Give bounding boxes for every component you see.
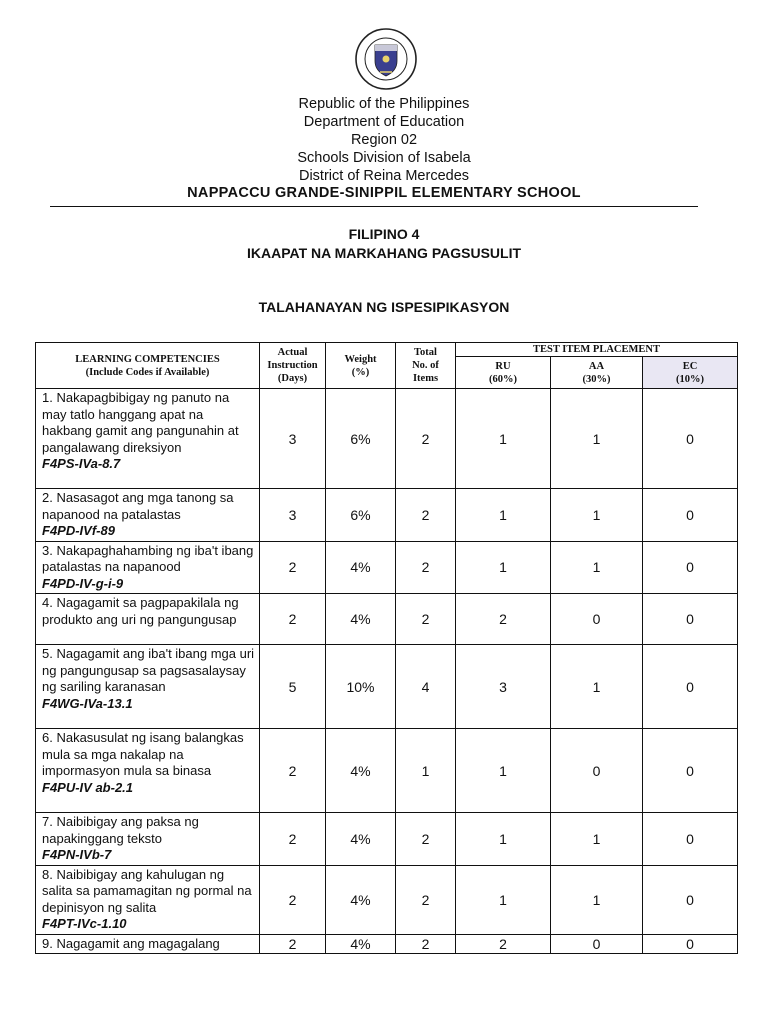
ru-cell: 2 xyxy=(456,934,551,954)
days-cell: 2 xyxy=(260,813,326,866)
weight-cell: 4% xyxy=(326,541,396,594)
table-title: TALAHANAYAN NG ISPESIPIKASYON xyxy=(258,299,510,315)
ec-cell: 0 xyxy=(643,729,738,813)
table-row xyxy=(36,389,738,489)
weight-cell: 10% xyxy=(326,645,396,729)
days-cell: 2 xyxy=(260,729,326,813)
days-cell: 2 xyxy=(260,594,326,645)
ru-cell: 1 xyxy=(456,813,551,866)
ru-cell: 1 xyxy=(456,489,551,542)
header-line-division: Schools Division of Isabela xyxy=(297,150,471,166)
weight-cell: 6% xyxy=(326,389,396,489)
items-cell: 2 xyxy=(396,541,456,594)
competency-cell: 3. Nakapaghahambing ng iba't ibang patalastas na napanood F4PD-IV-g-i-9 xyxy=(36,541,260,594)
table-row xyxy=(36,489,738,542)
header-ru: RU (60%) xyxy=(456,357,551,389)
table-row xyxy=(36,729,738,813)
aa-cell: 1 xyxy=(551,865,643,934)
ec-cell: 0 xyxy=(643,934,738,954)
aa-cell: 0 xyxy=(551,934,643,954)
days-cell: 3 xyxy=(260,489,326,542)
header-line-republic: Republic of the Philippines xyxy=(298,96,470,112)
days-cell: 2 xyxy=(260,541,326,594)
competency-cell: 8. Naibibigay ang kahulugan ng salita sa pamamagitan ng pormal na depinisyon ng salita F4PT-IVc-1.10 xyxy=(36,865,260,934)
aa-cell: 1 xyxy=(551,541,643,594)
header-days: Actual Instruction (Days) xyxy=(260,343,326,389)
items-cell: 2 xyxy=(396,865,456,934)
ru-cell: 1 xyxy=(456,865,551,934)
exam-title: IKAAPAT NA MARKAHANG PAGSUSULIT xyxy=(246,245,522,261)
competency-cell: 9. Nagagamit ang magagalang xyxy=(36,934,260,954)
table-row xyxy=(36,594,738,645)
table-row xyxy=(36,865,738,934)
aa-cell: 0 xyxy=(551,729,643,813)
aa-cell: 1 xyxy=(551,489,643,542)
weight-cell: 6% xyxy=(326,489,396,542)
weight-cell: 4% xyxy=(326,865,396,934)
days-cell: 2 xyxy=(260,934,326,954)
header-test-item-placement: TEST ITEM PLACEMENT xyxy=(456,343,738,357)
items-cell: 2 xyxy=(396,489,456,542)
ec-cell: 0 xyxy=(643,813,738,866)
aa-cell: 1 xyxy=(551,645,643,729)
competency-cell: 6. Nakasusulat ng isang balangkas mula sa mga nakalap na impormasyon mula sa binasa F4PU-IV ab-2.1 xyxy=(36,729,260,813)
items-cell: 2 xyxy=(396,813,456,866)
ec-cell: 0 xyxy=(643,865,738,934)
header-total-items: Total No. of Items xyxy=(396,343,456,389)
items-cell: 2 xyxy=(396,934,456,954)
competency-cell: 1. Nakapagbibigay ng panuto na may tatlo hanggang apat na hakbang gamit ang pangunahin at pangalawang direksiyon F4PS-IVa-8.7 xyxy=(36,389,260,489)
header-line-department: Department of Education xyxy=(303,114,465,130)
aa-cell: 0 xyxy=(551,594,643,645)
header-weight: Weight (%) xyxy=(326,343,396,389)
specification-table xyxy=(35,342,738,954)
ru-cell: 1 xyxy=(456,541,551,594)
ru-cell: 1 xyxy=(456,389,551,489)
weight-cell: 4% xyxy=(326,729,396,813)
ru-cell: 3 xyxy=(456,645,551,729)
header-divider xyxy=(50,206,698,207)
items-cell: 1 xyxy=(396,729,456,813)
weight-cell: 4% xyxy=(326,934,396,954)
header-ec: EC (10%) xyxy=(643,357,738,389)
weight-cell: 4% xyxy=(326,813,396,866)
table-row xyxy=(36,645,738,729)
ec-cell: 0 xyxy=(643,389,738,489)
days-cell: 5 xyxy=(260,645,326,729)
header-line-district: District of Reina Mercedes xyxy=(298,168,470,184)
table-row xyxy=(36,541,738,594)
deped-seal xyxy=(346,28,426,90)
header-aa: AA (30%) xyxy=(551,357,643,389)
school-name: NAPPACCU GRANDE-SINIPPIL ELEMENTARY SCHOOL xyxy=(187,185,581,201)
table-row xyxy=(36,813,738,866)
aa-cell: 1 xyxy=(551,389,643,489)
days-cell: 2 xyxy=(260,865,326,934)
ec-cell: 0 xyxy=(643,489,738,542)
days-cell: 3 xyxy=(260,389,326,489)
ec-cell: 0 xyxy=(643,645,738,729)
items-cell: 2 xyxy=(396,594,456,645)
table-row xyxy=(36,934,738,954)
competency-cell: 5. Nagagamit ang iba't ibang mga uri ng pangungusap sa pagsasalaysay ng sariling karanasan F4WG-IVa-13.1 xyxy=(36,645,260,729)
aa-cell: 1 xyxy=(551,813,643,866)
subject-title: FILIPINO 4 xyxy=(348,226,420,242)
header-competencies: LEARNING COMPETENCIES (Include Codes if Available) xyxy=(36,343,260,389)
header-line-region: Region 02 xyxy=(350,132,418,148)
competency-cell: 2. Nasasagot ang mga tanong sa napanood na patalastas F4PD-IVf-89 xyxy=(36,489,260,542)
competency-cell: 4. Nagagamit sa pagpapakilala ng produkto ang uri ng pangungusap xyxy=(36,594,260,645)
weight-cell: 4% xyxy=(326,594,396,645)
competency-cell: 7. Naibibigay ang paksa ng napakinggang teksto F4PN-IVb-7 xyxy=(36,813,260,866)
ru-cell: 1 xyxy=(456,729,551,813)
ec-cell: 0 xyxy=(643,594,738,645)
items-cell: 4 xyxy=(396,645,456,729)
ru-cell: 2 xyxy=(456,594,551,645)
ec-cell: 0 xyxy=(643,541,738,594)
items-cell: 2 xyxy=(396,389,456,489)
